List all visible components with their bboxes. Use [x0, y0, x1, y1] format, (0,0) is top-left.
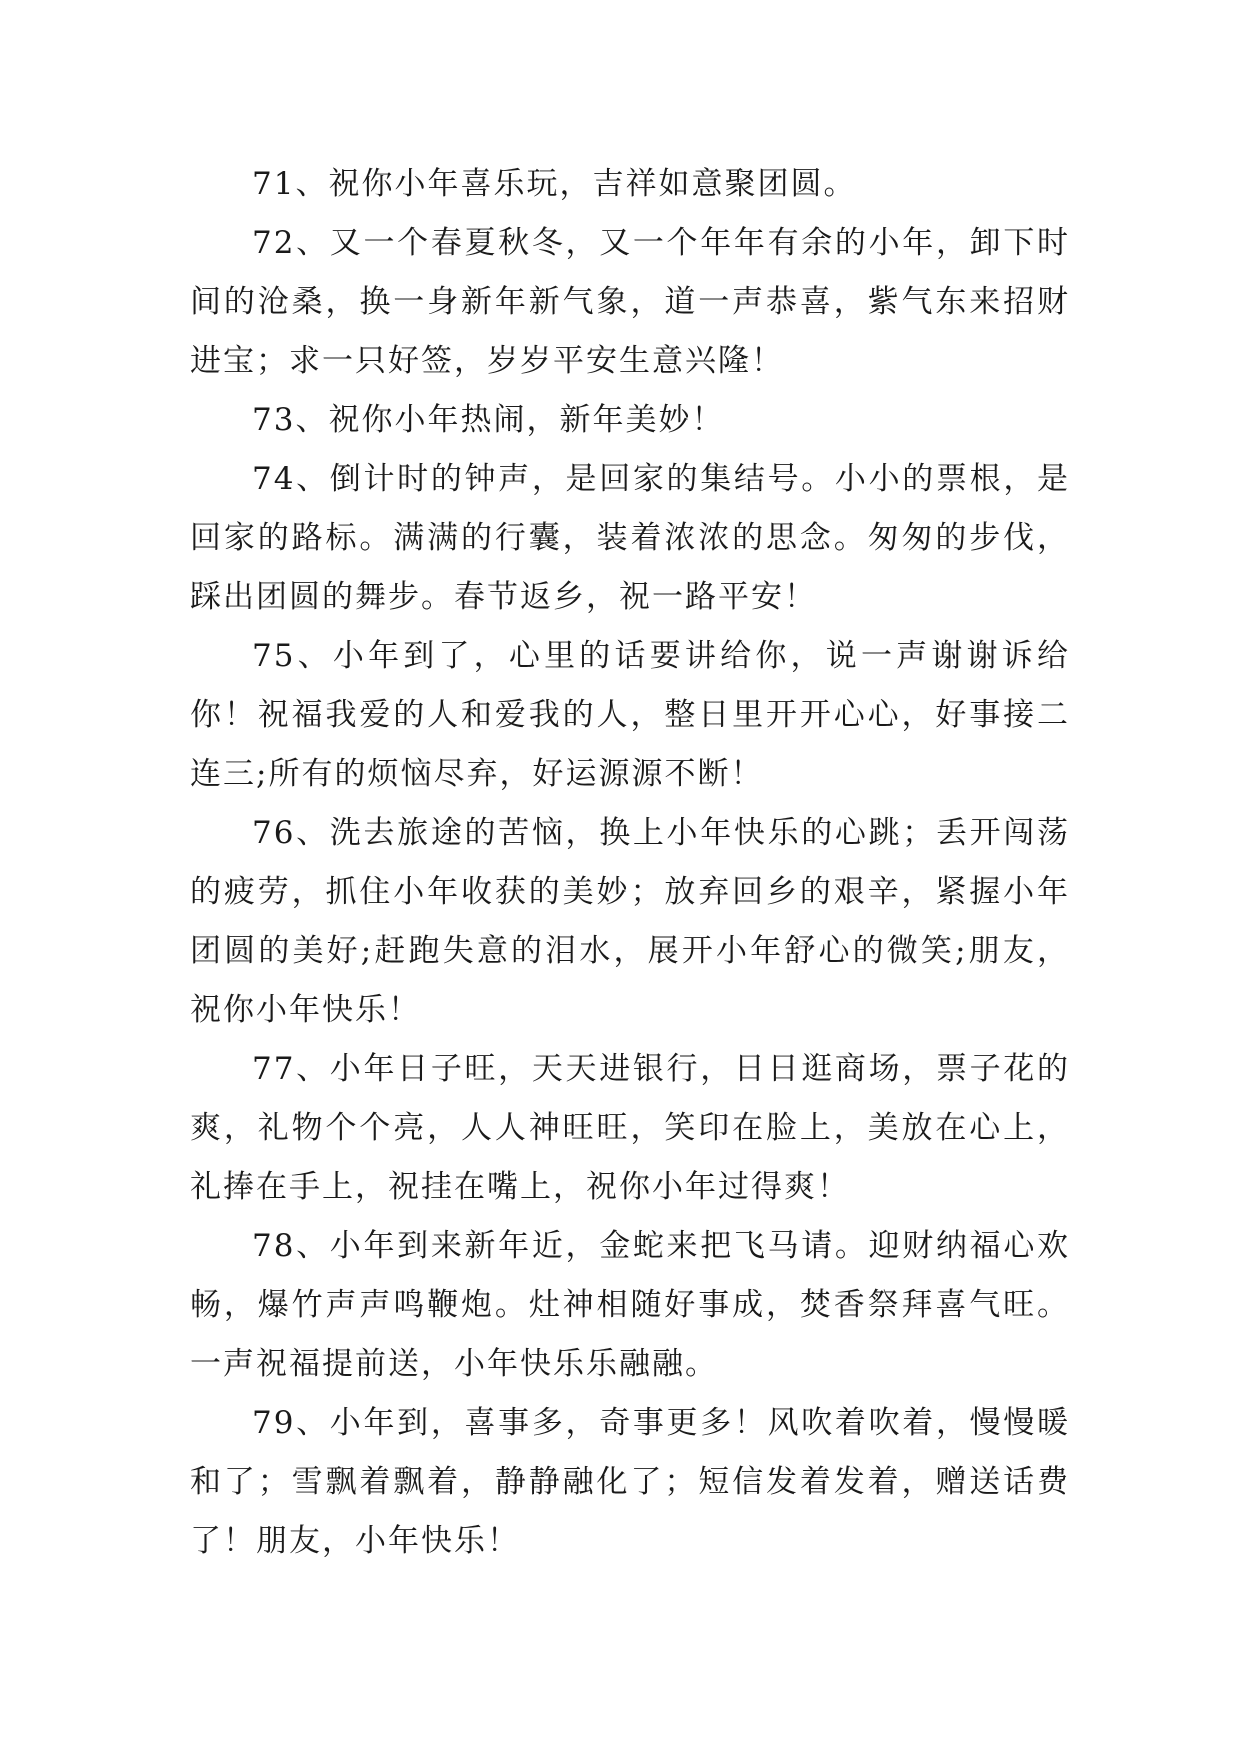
paragraph-77: 77、小年日子旺，天天进银行，日日逛商场，票子花的爽，礼物个个亮，人人神旺旺，笑印在脸上，美放在心上，礼捧在手上，祝挂在嘴上，祝你小年过得爽！	[190, 1051, 1070, 1205]
paragraph-75: 75、小年到了，心里的话要讲给你，说一声谢谢诉给你！祝福我爱的人和爱我的人，整日里开开心心，好事接二连三;所有的烦恼尽弃，好运源源不断！	[190, 638, 1070, 792]
paragraph-78: 78、小年到来新年近，金蛇来把飞马请。迎财纳福心欢畅，爆竹声声鸣鞭炮。灶神相随好事成，焚香祭拜喜气旺。一声祝福提前送，小年快乐乐融融。	[190, 1228, 1070, 1382]
paragraph-73: 73、祝你小年热闹，新年美妙！	[252, 402, 725, 438]
paragraph-72: 72、又一个春夏秋冬，又一个年年有余的小年，卸下时间的沧桑，换一身新年新气象，道一声恭喜，紫气东来招财进宝；求一只好签，岁岁平安生意兴隆！	[190, 225, 1070, 379]
paragraph-71: 71、祝你小年喜乐玩，吉祥如意聚团圆。	[252, 166, 857, 202]
document-body	[190, 155, 1070, 1571]
paragraph-76: 76、洗去旅途的苦恼，换上小年快乐的心跳；丢开闯荡的疲劳，抓住小年收获的美妙；放弃回乡的艰辛，紧握小年团圆的美好;赶跑失意的泪水，展开小年舒心的微笑;朋友，祝你小年快乐！	[190, 815, 1070, 1028]
paragraph-74: 74、倒计时的钟声，是回家的集结号。小小的票根，是回家的路标。满满的行囊，装着浓浓的思念。匆匆的步伐，踩出团圆的舞步。春节返乡，祝一路平安！	[190, 461, 1070, 615]
paragraph-79: 79、小年到，喜事多，奇事更多！风吹着吹着，慢慢暖和了；雪飘着飘着，静静融化了；短信发着发着，赠送话费了！朋友，小年快乐！	[190, 1405, 1070, 1559]
